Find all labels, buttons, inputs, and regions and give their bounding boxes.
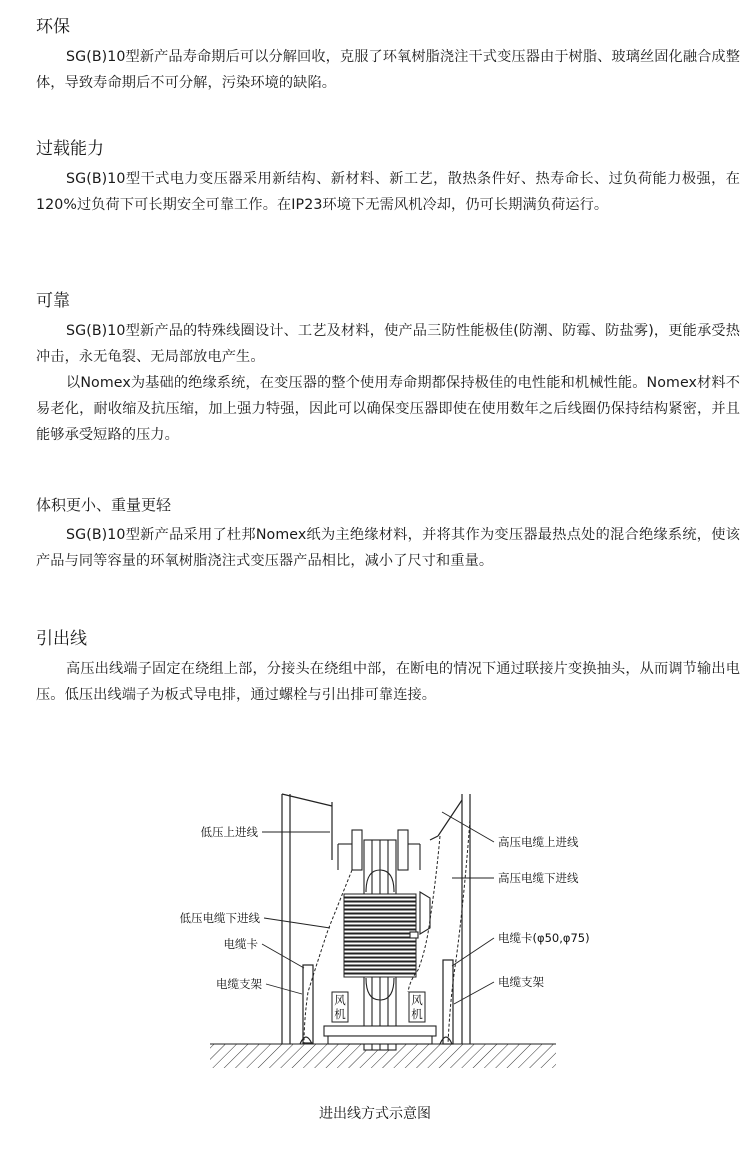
coil-turn (344, 894, 416, 897)
coil-turn (344, 958, 416, 961)
label-cable-support-right: 电缆支架 (498, 975, 544, 989)
coil-turn (344, 926, 416, 929)
coil-turn (344, 922, 416, 925)
coil-turn (344, 954, 416, 957)
coil-turn (344, 910, 416, 913)
label-cable-clamp-right: 电缆卡(φ50,φ75) (498, 931, 590, 945)
section-paragraph: SG(B)10型新产品的特殊线圈设计、工艺及材料，使产品三防性能极佳(防潮、防霉、防盐雾)，更能承受热冲击，永无龟裂、无局部放电产生。 (36, 323, 740, 365)
section-environmental (36, 16, 740, 96)
diagram-caption: 进出线方式示意图 (319, 1106, 431, 1122)
section-heading: 可靠 (36, 291, 70, 311)
coil-turn (344, 962, 416, 965)
label-lv-cable-bottom-entry: 低压电缆下进线 (179, 911, 260, 925)
section-overload (36, 138, 740, 218)
fan-left (332, 992, 348, 1022)
section-heading: 环保 (36, 17, 70, 37)
right-cable-support (440, 960, 453, 1044)
label-hv-cable-bottom-entry: 高压电缆下进线 (498, 871, 579, 885)
transformer-coils (344, 894, 416, 977)
fan-label-bottom: 机 (411, 1007, 423, 1021)
coil-turn (344, 974, 416, 977)
wiring-diagram (0, 760, 750, 1090)
coil-turn (344, 914, 416, 917)
coil-turn (344, 946, 416, 949)
leader-lines-left (262, 832, 330, 994)
coil-turn (344, 898, 416, 901)
section-heading: 引出线 (36, 629, 87, 649)
fan-label-bottom: 机 (334, 1007, 346, 1021)
fan-label-top: 风 (411, 993, 423, 1007)
coil-turn (344, 942, 416, 945)
label-cable-clamp-left: 电缆卡 (223, 937, 258, 951)
coil-turn (344, 930, 416, 933)
section-smaller-lighter (36, 494, 740, 574)
section-lead-wires (36, 628, 740, 708)
fan-label-top: 风 (334, 993, 346, 1007)
section-paragraph: SG(B)10型新产品采用了杜邦Nomex纸为主绝缘材料，并将其作为变压器最热点处的混合绝缘系统，使该产品与同等容量的环氧树脂浇注式变压器产品相比，减小了尺寸和重量。 (36, 527, 740, 569)
label-cable-support-left: 电缆支架 (216, 977, 262, 991)
section-reliable (36, 290, 740, 448)
section-paragraph: SG(B)10型干式电力变压器采用新结构、新材料、新工艺，散热条件好、热寿命长、过负荷能力极强，在120%过负荷下可长期安全可靠工作。在IP23环境下无需风机冷却，仍可长期满负荷运行。 (36, 171, 740, 213)
coil-turn (344, 938, 416, 941)
section-paragraph: SG(B)10型新产品寿命期后可以分解回收，克服了环氧树脂浇注干式变压器由于树脂、玻璃丝固化融合成整体，导致寿命期后不可分解，污染环境的缺陷。 (36, 49, 740, 91)
coil-turn (344, 918, 416, 921)
transformer-base (324, 1026, 436, 1044)
section-heading: 体积更小、重量更轻 (36, 496, 172, 514)
section-heading: 过载能力 (36, 139, 104, 159)
section-paragraph: 高压出线端子固定在绕组上部，分接头在绕组中部，在断电的情况下通过联接片变换抽头，从而调节输出电压。低压出线端子为板式导电排，通过螺栓与引出排可靠连接。 (36, 661, 740, 703)
fan-right (409, 992, 425, 1022)
coil-turn (344, 966, 416, 969)
wiring-diagram-svg (0, 760, 750, 1090)
label-hv-cable-top-entry: 高压电缆上进线 (498, 835, 579, 849)
coil-turn (344, 970, 416, 973)
label-lv-top-entry: 低压上进线 (200, 825, 258, 839)
section-paragraph: 以Nomex为基础的绝缘系统，在变压器的整个使用寿命期都保持极佳的电性能和机械性能。Nomex材料不易老化，耐收缩及抗压缩，加上强力特强，因此可以确保变压器即使在使用数年之后线圈仍保持结构紧密，并且能够承受短路的压力。 (36, 375, 740, 443)
coil-turn (344, 906, 416, 909)
coil-turn (344, 950, 416, 953)
coil-turn (344, 934, 416, 937)
coil-turn (344, 902, 416, 905)
